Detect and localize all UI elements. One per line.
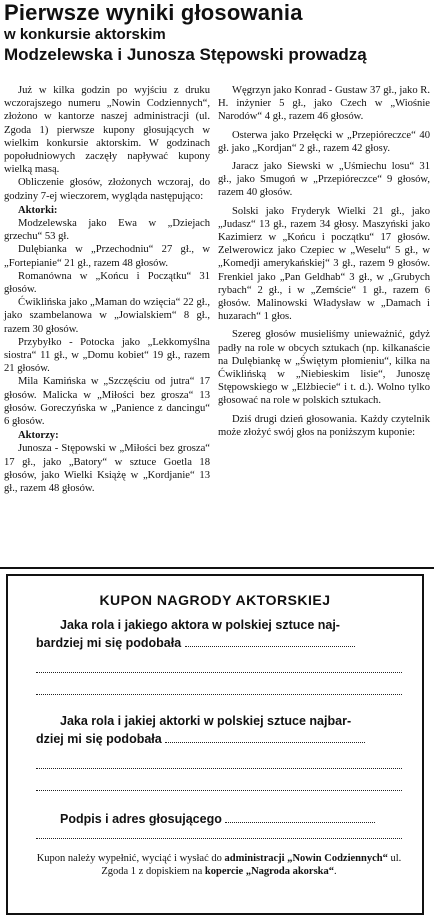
actor-entry: Węgrzyn jako Konrad - Gustaw 37 gł., jako R. H. inżynier 5 gł., jako Czech w „Wiośnie Narodów“ 4 gł., razem 46 głosów. bbox=[218, 85, 430, 123]
actress-entry: Mila Kamińska w „Szczęściu od jutra“ 17 głosów. Malicka w „Miłości bez grosza“ 13 głosów. Goreczyńska w „Panience z dancingu“ 6 głosów. bbox=[4, 376, 210, 428]
actor-question-line1: Jaka rola i jakiego aktora w polskiej sztuce naj- bbox=[60, 618, 340, 632]
signature-row bbox=[36, 810, 406, 828]
signature-label: Podpis i adres głosującego bbox=[60, 812, 222, 826]
actor-answer-line[interactable] bbox=[36, 694, 402, 695]
actors-heading: Aktorzy: bbox=[18, 430, 59, 442]
actress-answer-line[interactable] bbox=[36, 790, 402, 791]
vote-coupon bbox=[6, 574, 424, 915]
intro-paragraph-2: Obliczenie głosów, złożonych wczoraj, do godziny 7-ej wieczorem, wygląda następująco: bbox=[4, 177, 210, 202]
actress-answer-field[interactable] bbox=[165, 732, 365, 743]
voting-call-paragraph: Dziś drugi dzień głosowania. Każdy czytelnik może złożyć swój głos na poniższym kuponie: bbox=[218, 413, 430, 438]
actor-question bbox=[36, 616, 406, 652]
actresses-heading: Aktorki: bbox=[18, 204, 58, 216]
headline-lead: Modzelewska i Junosza Stępowski prowadzą bbox=[4, 45, 367, 64]
actor-answer-line[interactable] bbox=[36, 672, 402, 673]
headline-subtitle: w konkursie aktorskim bbox=[4, 26, 166, 43]
actress-question-line2: dziej mi się podobała bbox=[36, 730, 406, 748]
actress-question-line1: Jaka rola i jakiej aktorki w polskiej sztuce najbar- bbox=[60, 714, 352, 728]
actress-entry: Przybyłko - Potocka jako „Lekkomyślna siostra“ 11 gł., w „Domu kobiet“ 19 gł., razem 21 głosów. bbox=[4, 336, 210, 375]
invalid-votes-paragraph: Szereg głosów musieliśmy unieważnić, gdyż padły na role w obcych sztukach (np. kilkanaście na Dulębiankę w „Świętym płomieniu“, kilka na Ćwiklińską w „Niebieskim lisie“, Junoszę Stępowskiego w „Elżbiecie“ i t. d.). Wolno tylko głosować na role w polskich sztukach. bbox=[218, 329, 430, 407]
actor-entry: Solski jako Fryderyk Wielki 21 gł., jako „Judasz“ 13 gł., razem 34 głosy. Maszyński jako Kazimierz w „Końcu i początku“ 17 głosów. Zelwerowicz jako Czepiec w „Weselu“ 5 gł., w „Komedji amerykańskiej“ 3 gł., razem 9 głosów. Frenkiel jako „Pan Geldhab“ 3 gł., w „Grubych rybach“ 2 gł., i w „Zemście“ 1 gł., razem 6 głosów. Malinowski Władysław w „Damach i huzarach“ 1 głos. bbox=[218, 205, 430, 323]
actor-question-line2: bardziej mi się podobała bbox=[36, 634, 406, 652]
coupon-instructions: Kupon należy wypełnić, wyciąć i wysłać do administracji „Nowin Codziennych“ ul. Zgoda 1 z dopiskiem na kopercie „Nagroda akorska“. bbox=[36, 853, 402, 877]
left-column bbox=[4, 84, 210, 495]
coupon-title: KUPON NAGRODY AKTORSKIEJ bbox=[99, 592, 331, 608]
actress-entry: Dulębianka w „Przechodniu“ 27 gł., w „Fortepianie“ 21 gł., razem 48 głosów. bbox=[4, 244, 210, 269]
actor-entry: Osterwa jako Przełęcki w „Przepióreczce“ 40 gł. jako „Kordjan“ 2 gł., razem 42 głosy. bbox=[218, 129, 430, 154]
signature-line[interactable] bbox=[36, 838, 402, 839]
actress-question bbox=[36, 712, 406, 748]
actress-entry: Modzelewska jako Ewa w „Dziejach grzechu“ 53 gł. bbox=[4, 218, 210, 243]
actress-entry: Ćwiklińska jako „Maman do wzięcia“ 22 gł., jako szambelanowa w „Jowialskiem“ 8 gł., razem 30 głosów. bbox=[4, 297, 210, 335]
article-headline bbox=[4, 0, 430, 65]
intro-paragraph: Już w kilka godzin po wyjściu z druku wczorajszego numeru „Nowin Codziennych“, złożono w kantorze naszej administracji (ul. Zgoda 1) pierwsze kupony głosujących w wielkim konkursie aktorskim. W godzinach popołudniowych zaczęły napływać kupony wielką masą. bbox=[4, 85, 210, 176]
actress-answer-line[interactable] bbox=[36, 768, 402, 769]
section-divider bbox=[0, 567, 434, 569]
actor-answer-field[interactable] bbox=[185, 636, 355, 647]
actor-entry: Junosza - Stępowski w „Miłości bez grosza“ 17 gł., jako „Batory“ w sztuce Goetla 18 głosów, jako Wielki Książę w „Kordjanie“ 13 gł., razem 48 głosów. bbox=[4, 443, 210, 495]
actress-entry: Romanówna w „Końcu i Początku“ 31 głosów. bbox=[4, 270, 210, 296]
actor-entry: Jaracz jako Siewski w „Uśmiechu losu“ 31 gł., jako Smugoń w „Przepióreczce“ 9 głosów, razem 40 głosów. bbox=[218, 161, 430, 199]
signature-field[interactable] bbox=[225, 812, 375, 823]
headline-title: Pierwsze wyniki głosowania bbox=[4, 0, 303, 25]
right-column bbox=[218, 84, 430, 439]
